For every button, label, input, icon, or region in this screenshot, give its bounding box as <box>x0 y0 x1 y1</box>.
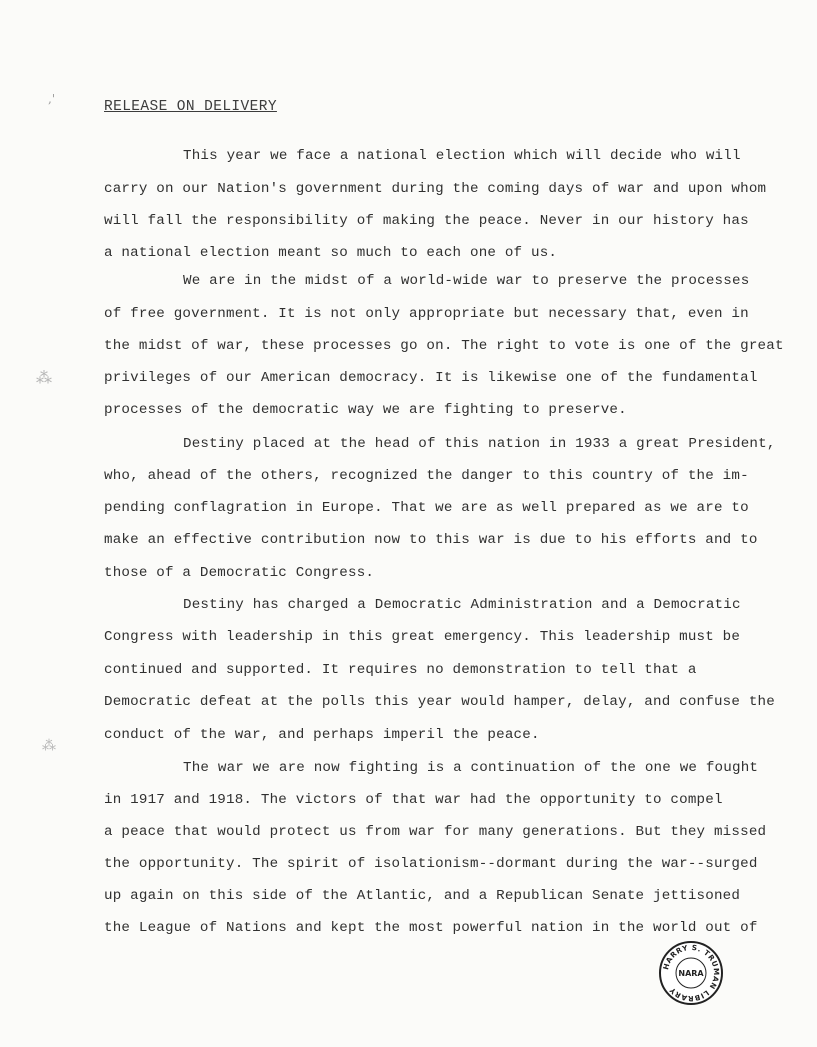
margin-smudge: ⁂ <box>42 738 56 754</box>
text-line: pending conflagration in Europe. That we are as well prepared as we are to <box>104 500 749 516</box>
text-line: who, ahead of the others, recognized the danger to this country of the im- <box>104 468 749 484</box>
text-line: Congress with leadership in this great emergency. This leadership must be <box>104 629 741 645</box>
text-line: Democratic defeat at the polls this year would hamper, delay, and confuse the <box>104 694 775 710</box>
margin-smudge: ⁂ <box>36 368 52 387</box>
text-line: of free government. It is not only appropriate but necessary that, even in <box>104 306 749 322</box>
text-line: carry on our Nation's government during the coming days of war and upon whom <box>104 181 767 197</box>
text-line: The war we are now fighting is a continuation of the one we fought <box>183 760 759 776</box>
text-line: We are in the midst of a world-wide war to preserve the processes <box>183 273 750 289</box>
text-line: a peace that would protect us from war for many generations. But they missed <box>104 824 767 840</box>
margin-mark: ,' <box>48 92 56 106</box>
release-heading: RELEASE ON DELIVERY <box>104 99 277 115</box>
stamp-center-text: NARA <box>678 969 704 978</box>
text-line: the midst of war, these processes go on. The right to vote is one of the great <box>104 338 784 354</box>
text-line: a national election meant so much to each one of us. <box>104 245 558 261</box>
stamp-ring-text: HARRY S. TRUMAN LIBRARY <box>661 942 722 1004</box>
truman-library-stamp <box>658 940 724 1006</box>
text-line: up again on this side of the Atlantic, and a Republican Senate jettisoned <box>104 888 741 904</box>
text-line: in 1917 and 1918. The victors of that war had the opportunity to compel <box>104 792 723 808</box>
text-line: continued and supported. It requires no demonstration to tell that a <box>104 662 697 678</box>
text-line: conduct of the war, and perhaps imperil the peace. <box>104 727 540 743</box>
text-line: the League of Nations and kept the most powerful nation in the world out of <box>104 920 758 936</box>
text-line: Destiny placed at the head of this nation in 1933 a great President, <box>183 436 776 452</box>
text-line: Destiny has charged a Democratic Administration and a Democratic <box>183 597 741 613</box>
text-line: will fall the responsibility of making the peace. Never in our history has <box>104 213 749 229</box>
text-line: make an effective contribution now to this war is due to his efforts and to <box>104 532 758 548</box>
text-line: This year we face a national election which will decide who will <box>183 148 741 164</box>
text-line: privileges of our American democracy. It is likewise one of the fundamental <box>104 370 758 386</box>
text-line: the opportunity. The spirit of isolationism--dormant during the war--surged <box>104 856 758 872</box>
text-line: processes of the democratic way we are fighting to preserve. <box>104 402 627 418</box>
text-line: those of a Democratic Congress. <box>104 565 375 581</box>
